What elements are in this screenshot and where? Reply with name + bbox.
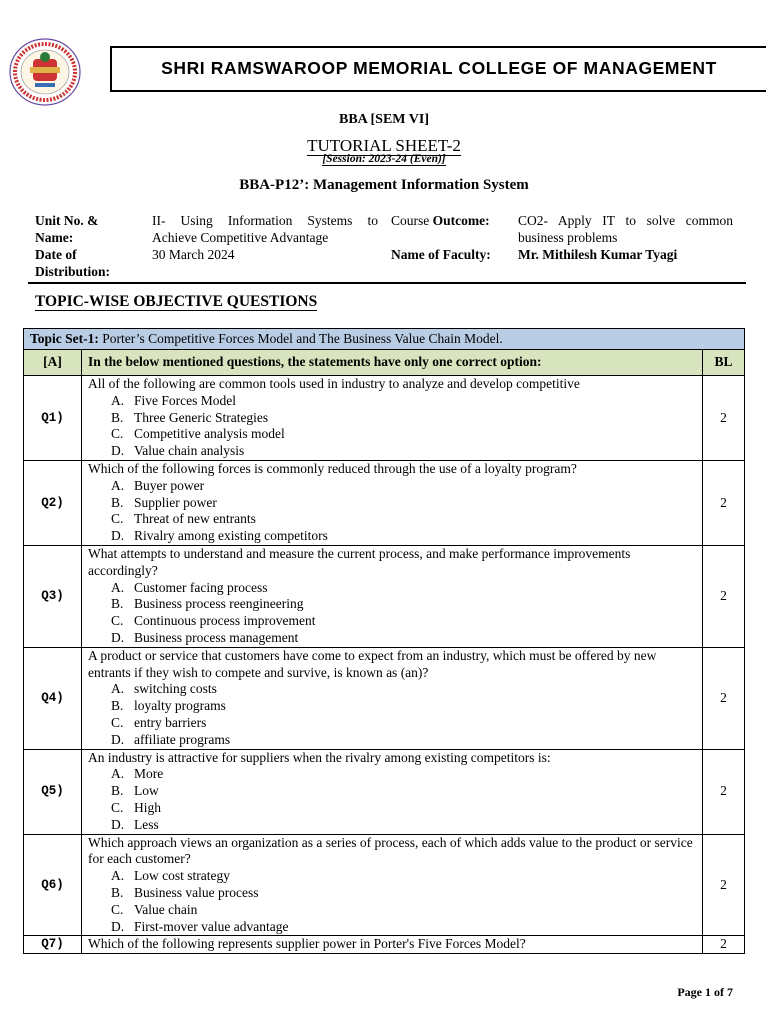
topic-set-label: Topic Set-1: bbox=[30, 330, 99, 346]
option-text: Threat of new entrants bbox=[134, 511, 256, 527]
option-text: affiliate programs bbox=[134, 731, 231, 747]
option-letter: D. bbox=[111, 816, 125, 832]
option-item bbox=[111, 698, 696, 715]
option-letter: C. bbox=[111, 426, 124, 442]
session: [Session: 2023-24 (Even)] bbox=[322, 153, 446, 165]
option-letter: A. bbox=[111, 392, 125, 408]
option-letter: B. bbox=[111, 596, 124, 612]
outcome-value-line1: CO2- Apply IT to solve common bbox=[518, 213, 733, 228]
option-letter: B. bbox=[111, 698, 124, 714]
topic-set-cell bbox=[24, 329, 745, 350]
option-item bbox=[111, 393, 696, 410]
option-letter: A. bbox=[111, 477, 125, 493]
question-number: Q7) bbox=[24, 936, 82, 954]
options-list bbox=[88, 580, 696, 647]
option-text: loyalty programs bbox=[134, 698, 226, 714]
question-cell bbox=[82, 460, 703, 545]
options-list bbox=[88, 393, 696, 460]
option-item bbox=[111, 732, 696, 749]
option-item bbox=[111, 817, 696, 834]
instruction-text: In the below mentioned questions, the statements have only one correct option: bbox=[82, 350, 703, 376]
option-letter: C. bbox=[111, 511, 124, 527]
question-cell bbox=[82, 936, 703, 954]
option-item bbox=[111, 902, 696, 919]
option-text: Three Generic Strategies bbox=[134, 409, 269, 425]
faculty-value: Mr. Mithilesh Kumar Tyagi bbox=[518, 247, 678, 262]
option-item bbox=[111, 528, 696, 545]
options-list bbox=[88, 681, 696, 748]
questions-body bbox=[24, 376, 745, 954]
option-text: Business process management bbox=[134, 629, 299, 645]
question-text: Which of the following forces is commonly reduced through the use of a loyalty program? bbox=[88, 460, 577, 476]
option-item bbox=[111, 783, 696, 800]
unit-value-line1: II- Using Information Systems to bbox=[152, 213, 378, 228]
option-text: Value chain bbox=[134, 901, 198, 917]
question-text: A product or service that customers have come to expect from an industry, which must be offered by new entrants if they wish to compete and survive, is known as (an)? bbox=[88, 647, 657, 680]
option-letter: D. bbox=[111, 629, 125, 645]
option-text: Value chain analysis bbox=[134, 443, 245, 459]
option-item bbox=[111, 511, 696, 528]
section-title-wrap bbox=[35, 293, 317, 311]
option-text: Five Forces Model bbox=[134, 392, 236, 408]
bloom-level: 2 bbox=[703, 376, 745, 461]
option-text: First-mover value advantage bbox=[134, 918, 289, 934]
bloom-level: 2 bbox=[703, 834, 745, 936]
option-letter: C. bbox=[111, 901, 124, 917]
date-label bbox=[35, 246, 110, 280]
question-text: Which of the following represents supplier power in Porter's Five Forces Model? bbox=[88, 936, 526, 952]
question-row bbox=[24, 647, 745, 749]
topic-set-row bbox=[24, 329, 745, 350]
unit-label-line2: Name: bbox=[35, 230, 74, 245]
option-text: Business process reengineering bbox=[134, 596, 304, 612]
option-letter: B. bbox=[111, 409, 124, 425]
option-text: Buyer power bbox=[134, 477, 205, 493]
option-letter: C. bbox=[111, 714, 124, 730]
question-cell bbox=[82, 647, 703, 749]
question-number: Q4) bbox=[24, 647, 82, 749]
college-logo bbox=[8, 37, 82, 107]
outcome-label-b: Outcome: bbox=[432, 213, 490, 228]
program: BBA [SEM VI] bbox=[339, 112, 429, 127]
question-cell bbox=[82, 834, 703, 936]
option-item bbox=[111, 919, 696, 936]
question-row bbox=[24, 936, 745, 954]
question-text: An industry is attractive for suppliers when the rivalry among existing competitors is: bbox=[88, 749, 551, 765]
option-letter: D. bbox=[111, 528, 125, 544]
sheet-title: TUTORIAL SHEET-2 bbox=[307, 136, 461, 155]
option-text: entry barriers bbox=[134, 714, 207, 730]
option-text: Competitive analysis model bbox=[134, 426, 285, 442]
options-list bbox=[88, 478, 696, 545]
unit-label-line1: Unit No. & bbox=[35, 213, 99, 228]
topic-set-text: Porter’s Competitive Forces Model and The Business Value Chain Model. bbox=[98, 330, 503, 346]
option-item bbox=[111, 596, 696, 613]
question-text: Which approach views an organization as a series of process, each of which adds value to the product or service for each customer? bbox=[88, 834, 693, 867]
questions-table bbox=[23, 328, 745, 954]
faculty-label: Name of Faculty: bbox=[391, 247, 491, 262]
option-item bbox=[111, 580, 696, 597]
college-header-box bbox=[110, 46, 766, 92]
question-number: Q5) bbox=[24, 749, 82, 834]
option-item bbox=[111, 800, 696, 817]
option-letter: A. bbox=[111, 681, 125, 697]
question-row bbox=[24, 834, 745, 936]
col-a-header: [A] bbox=[24, 350, 82, 376]
bloom-level: 2 bbox=[703, 647, 745, 749]
date-value: 30 March 2024 bbox=[152, 247, 235, 262]
question-cell bbox=[82, 749, 703, 834]
option-letter: D. bbox=[111, 731, 125, 747]
unit-value-line2: Achieve Competitive Advantage bbox=[152, 230, 329, 245]
option-letter: A. bbox=[111, 579, 125, 595]
outcome-value-line2: business problems bbox=[518, 230, 618, 245]
option-text: Business value process bbox=[134, 884, 259, 900]
question-cell bbox=[82, 376, 703, 461]
option-letter: C. bbox=[111, 613, 124, 629]
option-item bbox=[111, 443, 696, 460]
option-letter: B. bbox=[111, 783, 124, 799]
option-text: switching costs bbox=[134, 681, 217, 697]
question-number: Q3) bbox=[24, 545, 82, 647]
outcome-label bbox=[391, 212, 490, 229]
option-text: More bbox=[134, 766, 164, 782]
outcome-label-a: Course bbox=[391, 213, 430, 228]
option-text: Low bbox=[134, 783, 159, 799]
question-text: What attempts to understand and measure the current process, and make performance improvements accordingly? bbox=[88, 545, 631, 578]
section-title: TOPIC-WISE OBJECTIVE QUESTIONS bbox=[35, 293, 318, 310]
option-item bbox=[111, 681, 696, 698]
page-of: of bbox=[711, 985, 727, 999]
question-row bbox=[24, 749, 745, 834]
question-row bbox=[24, 545, 745, 647]
unit-label bbox=[35, 212, 98, 246]
option-item bbox=[111, 478, 696, 495]
option-letter: A. bbox=[111, 766, 125, 782]
bloom-level: 2 bbox=[703, 749, 745, 834]
option-letter: B. bbox=[111, 494, 124, 510]
date-label-line1: Date of bbox=[35, 247, 77, 262]
option-item bbox=[111, 630, 696, 647]
instruction-row bbox=[24, 350, 745, 376]
page-prefix: Page bbox=[677, 985, 705, 999]
question-cell bbox=[82, 545, 703, 647]
course-title: BBA-P12’: Management Information System bbox=[239, 177, 529, 193]
option-text: Supplier power bbox=[134, 494, 217, 510]
option-item bbox=[111, 715, 696, 732]
option-letter: B. bbox=[111, 884, 124, 900]
bloom-level: 2 bbox=[703, 545, 745, 647]
question-number: Q2) bbox=[24, 460, 82, 545]
bloom-level: 2 bbox=[703, 460, 745, 545]
outcome-value bbox=[518, 212, 733, 246]
option-item bbox=[111, 868, 696, 885]
option-item bbox=[111, 410, 696, 427]
option-letter: D. bbox=[111, 918, 125, 934]
option-text: Low cost strategy bbox=[134, 868, 230, 884]
option-text: Continuous process improvement bbox=[134, 613, 316, 629]
option-item bbox=[111, 613, 696, 630]
unit-value bbox=[152, 212, 378, 246]
session-wrap bbox=[0, 153, 768, 165]
question-number: Q1) bbox=[24, 376, 82, 461]
divider-line bbox=[28, 282, 746, 284]
option-letter: D. bbox=[111, 443, 125, 459]
options-list bbox=[88, 868, 696, 935]
question-row bbox=[24, 460, 745, 545]
col-bl-header: BL bbox=[703, 350, 745, 376]
options-list bbox=[88, 766, 696, 833]
option-item bbox=[111, 885, 696, 902]
option-text: Customer facing process bbox=[134, 579, 268, 595]
option-text: Less bbox=[134, 816, 159, 832]
option-text: Rivalry among existing competitors bbox=[134, 528, 328, 544]
option-item bbox=[111, 495, 696, 512]
option-letter: A. bbox=[111, 868, 125, 884]
option-letter: C. bbox=[111, 799, 124, 815]
question-text: All of the following are common tools used in industry to analyze and develop competitive bbox=[88, 376, 580, 391]
date-label-line2: Distribution: bbox=[35, 264, 111, 279]
question-row bbox=[24, 376, 745, 461]
bloom-level: 2 bbox=[703, 936, 745, 954]
option-item bbox=[111, 766, 696, 783]
question-number: Q6) bbox=[24, 834, 82, 936]
option-text: High bbox=[134, 799, 161, 815]
college-name: SHRI RAMSWAROOP MEMORIAL COLLEGE OF MANAGEMENT bbox=[161, 58, 717, 78]
option-item bbox=[111, 426, 696, 443]
page-total: 7 bbox=[727, 985, 733, 999]
page-number bbox=[677, 985, 733, 1000]
page-current: 1 bbox=[705, 985, 711, 999]
